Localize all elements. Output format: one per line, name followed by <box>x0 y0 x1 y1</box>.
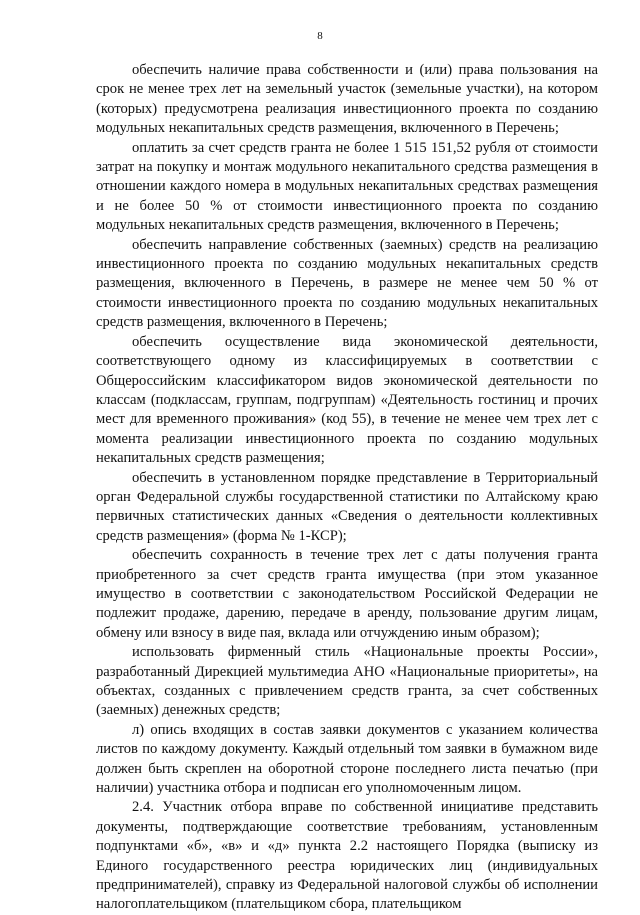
paragraph-grant-payment: оплатить за счет средств гранта не более 1 515 151,52 рубля от стоимости затрат на покупку и монтаж модульного некапитального средства размещения в отношении каждого номера в модульных некапитальных средствах размещения и не более 50 % от стоимости инвестиционного проекта по созданию модульных некапитальных средств размещения, включенного в Перечень; <box>96 139 598 234</box>
page-number: 8 <box>317 30 323 42</box>
paragraph-document-inventory: л) опись входящих в состав заявки документов с указанием количества листов по каждому документу. Каждый отдельный том заявки в бумажном виде должен быть скреплен на оборотной стороне последнего листа печатью (при наличии) участника отбора и подписан его уполномоченным лицом. <box>96 721 598 797</box>
paragraph-own-funds: обеспечить направление собственных (заемных) средств на реализацию инвестиционного проекта по созданию модульных некапитальных средств размещения, включенного в Перечень, в размере не менее чем 50 % от стоимости инвестиционного проекта по созданию модульных некапитальных средств размещения, включенного в Перечень; <box>96 236 598 331</box>
paragraph-property-safekeeping: обеспечить сохранность в течение трех лет с даты получения гранта приобретенного за счет средств гранта имущества (при этом указанное имущество в соответствии с законодательством Российской Федерации не подлежит продаже, дарению, передаче в аренду, пользование другим лицам, обмену или взносу в виде пая, вклада или отчуждению иным образом); <box>96 547 598 641</box>
paragraph-economic-activity: обеспечить осуществление вида экономической деятельности, соответствующего одному из классифицируемых в соответствии с Общероссийским классификатором видов экономической деятельности по классам (подклассам, группам, подгруппам) «Деятельность гостиниц и прочих мест для временного проживания» (код 55), в течение не менее чем трех лет с момента реализации инвестиционного проекта по созданию модульных некапитальных средств размещения; <box>96 333 598 467</box>
paragraph-corporate-style: использовать фирменный стиль «Национальные проекты России», разработанный Дирекцией мультимедиа АНО «Национальные приоритеты», на объектах, созданных с привлечением средств гранта, за счет собственных (заемных) денежных средств; <box>96 644 598 719</box>
paragraph-statistics-report: обеспечить в установленном порядке представление в Территориальный орган Федеральной службы государственной статистики по Алтайскому краю первичных статистических данных «Сведения о деятельности коллективных средств размещения» (форма № 1-КСР); <box>96 469 598 544</box>
document-body <box>96 61 598 915</box>
paragraph-section-2-4: 2.4. Участник отбора вправе по собственной инициативе представить документы, подтверждающие соответствие требованиям, установленным подпунктами «б», «в» и «д» пункта 2.2 настоящего Порядка (выписку из Единого государственного реестра юридических лиц (индивидуальных предпринимателей), справку из Федеральной налоговой службы об исполнении налогоплательщиком (плательщиком сбора, плательщиком <box>96 799 598 913</box>
paragraph-land-rights: обеспечить наличие права собственности и (или) права пользования на срок не менее трех лет на земельный участок (земельные участки), на котором (которых) предусмотрена реализация инвестиционного проекта по созданию модульных некапитальных средств размещения, включенного в Перечень; <box>96 62 598 137</box>
